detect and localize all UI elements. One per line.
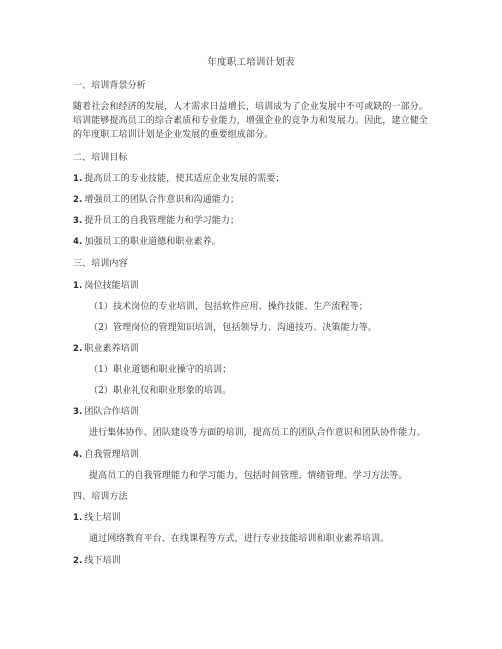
item-number: 4. (73, 237, 83, 247)
paragraph-line: 的年度职工培训计划是企业发展的重要组成部分。 (73, 130, 274, 140)
item-text: 增强员工的团队合作意识和沟通能力； (84, 195, 240, 205)
item-text: 自我管理培训 (84, 450, 139, 460)
list-item (73, 215, 239, 227)
sub-item: （1）职业道德和职业操守的培训； (89, 365, 232, 375)
item-number: 3. (73, 216, 83, 226)
list-item (73, 512, 121, 524)
item-text: 加强员工的职业道德和职业素养。 (84, 237, 221, 247)
item-number: 2. (73, 556, 83, 566)
item-number: 4. (73, 450, 83, 460)
section-heading: 二、培训目标 (73, 153, 128, 163)
item-text: 职业素养培训 (84, 344, 139, 354)
item-number: 2. (73, 344, 83, 354)
sub-item: 提高员工的自我管理能力和学习能力，包括时间管理、情绪管理、学习方法等。 (89, 471, 408, 481)
sub-item: （2）职业礼仪和职业形象的培训。 (89, 386, 232, 396)
list-item (73, 343, 139, 355)
section-heading: 四、培训方法 (73, 492, 128, 502)
item-text: 线上培训 (84, 513, 121, 523)
sub-item: 进行集体协作、团队建设等方面的培训，提高员工的团队合作意识和团队协作能力。 (89, 428, 426, 438)
list-item (73, 173, 285, 185)
item-number: 2. (73, 195, 83, 205)
list-item (73, 555, 121, 567)
sub-item: （1）技术岗位的专业培训，包括软件应用、操作技能、生产流程等； (89, 302, 368, 312)
list-item (73, 406, 139, 418)
list-item (73, 280, 139, 292)
sub-item: 通过网络教育平台、在线课程等方式，进行专业技能培训和职业素养培训。 (89, 534, 390, 544)
document-title: 年度职工培训计划表 (207, 57, 295, 68)
item-number: 1. (73, 281, 83, 291)
list-item (73, 449, 139, 461)
item-number: 3. (73, 407, 83, 417)
sub-item: （2）管理岗位的管理知识培训，包括领导力、沟通技巧、决策能力等。 (89, 323, 377, 333)
item-number: 1. (73, 513, 83, 523)
item-number: 1. (73, 174, 83, 184)
paragraph-line: 培训能够提高员工的综合素质和专业能力，增强企业的竞争力和发展力。因此，建立健全 (73, 116, 428, 126)
paragraph-line: 随着社会和经济的发展，人才需求日益增长，培训成为了企业发展中不可或缺的一部分。 (73, 102, 428, 112)
item-text: 提升员工的自我管理能力和学习能力； (84, 216, 240, 226)
item-text: 岗位技能培训 (84, 281, 139, 291)
list-item (73, 194, 239, 206)
item-text: 线下培训 (84, 556, 121, 566)
list-item (73, 236, 221, 248)
section-heading: 三、培训内容 (73, 259, 128, 269)
section-heading: 一、培训背景分析 (73, 81, 146, 91)
item-text: 团队合作培训 (84, 407, 139, 417)
item-text: 提高员工的专业技能，使其适应企业发展的需要； (84, 174, 285, 184)
